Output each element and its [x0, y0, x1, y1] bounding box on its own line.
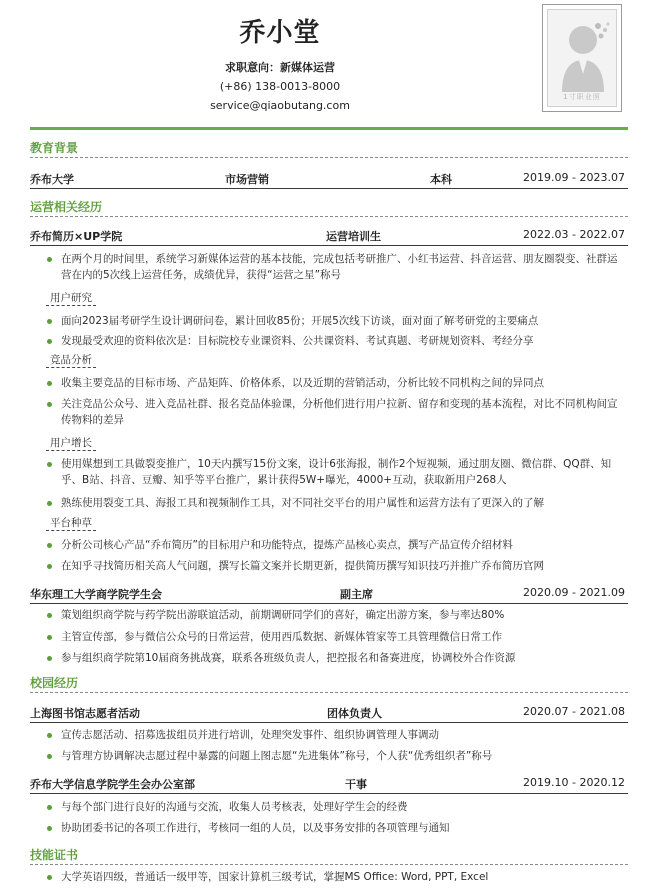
organization: 乔布简历×UP学院 [30, 230, 123, 243]
list-item: 协助团委书记的各项工作进行，考核同一组的人员，以及事务安排的各项管理与通知 [46, 820, 622, 836]
subsection-label: 用户研究 [46, 290, 96, 306]
section-title: 教育背景 [30, 141, 79, 155]
list-item: 分析公司核心产品“乔布简历”的目标用户和功能特点，提炼产品核心卖点，撰写产品宣传介绍材料 [46, 537, 622, 553]
subsection-label: 平台种草 [46, 515, 96, 531]
education-row [30, 167, 628, 189]
list-item: 参与组织商学院第10届商务挑战赛，联系各班级负责人，把控报名和备赛进度，协调校外合作资源 [46, 650, 622, 666]
experience-row [30, 224, 628, 246]
organization: 上海图书馆志愿者活动 [30, 707, 140, 720]
list-item: 在知乎寻找简历相关高人气问题，撰写长篇文案并长期更新，提供简历撰写知识技巧并推广乔布简历官网 [46, 558, 622, 574]
role: 团体负责人 [327, 707, 382, 720]
list-item: 面向2023届考研学生设计调研问卷，累计回收85份；开展5次线下访谈，面对面了解考研党的主要痛点 [46, 313, 622, 329]
list-item: 主管宣传部，参与微信公众号的日常运营，使用西瓜数据、新媒体管家等工具管理微信日常工作 [46, 629, 622, 645]
major: 市场营销 [225, 173, 269, 186]
profile-photo-frame [542, 4, 622, 112]
resume-header [0, 0, 660, 130]
list-item: 关注竞品公众号、进入竞品社群、报名竞品体验课，分析他们进行用户拉新、留存和变现的基本流程，对比不同机构间宣传物料的差异 [46, 396, 622, 428]
subsection-label: 用户增长 [46, 435, 96, 451]
role: 运营培训生 [326, 230, 381, 243]
role: 干事 [345, 778, 367, 791]
school-name: 乔布大学 [30, 173, 74, 186]
date-range: 2019.09 - 2023.07 [523, 171, 625, 184]
avatar-placeholder-icon [547, 9, 617, 107]
candidate-name: 乔小堂 [239, 18, 321, 48]
list-item: 收集主要竞品的目标市场、产品矩阵、价格体系，以及近期的营销活动，分析比较不同机构之间的异同点 [46, 375, 622, 391]
list-item: 策划组织商学院与药学院出游联谊活动，前期调研同学们的喜好，确定出游方案，参与率达80% [46, 607, 622, 623]
list-item: 与管理方协调解决志愿过程中暴露的问题上图志愿“先进集体”称号，个人获“优秀组织者”称号 [46, 748, 622, 764]
experience-row [30, 582, 628, 604]
email-address: service@qiaobutang.com [210, 99, 350, 112]
section-education [30, 136, 628, 158]
section-title: 技能证书 [30, 848, 79, 862]
list-item: 熟练使用裂变工具、海报工具和视频制作工具，对不同社交平台的用户属性和运营方法有了更深入的了解 [46, 495, 622, 511]
degree: 本科 [430, 173, 452, 186]
date-range: 2019.10 - 2020.12 [523, 776, 625, 789]
date-range: 2022.03 - 2022.07 [523, 228, 625, 241]
section-title: 校园经历 [30, 676, 79, 690]
section-title: 运营相关经历 [30, 200, 103, 214]
header-divider [30, 127, 628, 130]
section-operations [30, 195, 628, 217]
date-range: 2020.09 - 2021.09 [523, 586, 625, 599]
list-item: 发现最受欢迎的资料依次是：目标院校专业课资料、公共课资料、考试真题、考研规划资料、考经分享 [46, 333, 622, 349]
list-item: 大学英语四级，普通话一级甲等，国家计算机三级考试，掌握MS Office: Word, PPT, Excel [46, 869, 622, 885]
job-intent: 求职意向：新媒体运营 [225, 61, 335, 74]
list-item: 宣传志愿活动、招募选拔组员并进行培训，处理突发事件、组织协调管理人事调动 [46, 727, 622, 743]
section-campus [30, 671, 628, 693]
organization: 乔布大学信息学院学生会办公室部 [30, 778, 195, 791]
list-item: 在两个月的时间里，系统学习新媒体运营的基本技能，完成包括考研推广、小红书运营、抖音运营、朋友圈裂变、社群运营在内的5次线上运营任务，成绩优异，获得“运营之星”称号 [46, 251, 622, 283]
list-item: 使用媒想到工具做裂变推广，10天内撰写15份文案，设计6张海报，制作2个短视频，通过朋友圈、微信群、QQ群、知乎、B站、抖音、豆瓣、知乎等平台推广，累计获得5W+曝光，4000+互动，获取新用户268人 [46, 456, 622, 488]
subsection-label: 竞品分析 [46, 352, 96, 368]
photo-caption: 1寸职业照 [563, 93, 601, 101]
organization: 华东理工大学商学院学生会 [30, 588, 162, 601]
role: 副主席 [340, 588, 373, 601]
date-range: 2020.07 - 2021.08 [523, 705, 625, 718]
list-item: 与每个部门进行良好的沟通与交流，收集人员考核表，处理好学生会的经费 [46, 799, 622, 815]
experience-row [30, 701, 628, 723]
phone-number: (+86) 138-0013-8000 [219, 80, 341, 93]
experience-row [30, 772, 628, 794]
section-skills [30, 843, 628, 865]
